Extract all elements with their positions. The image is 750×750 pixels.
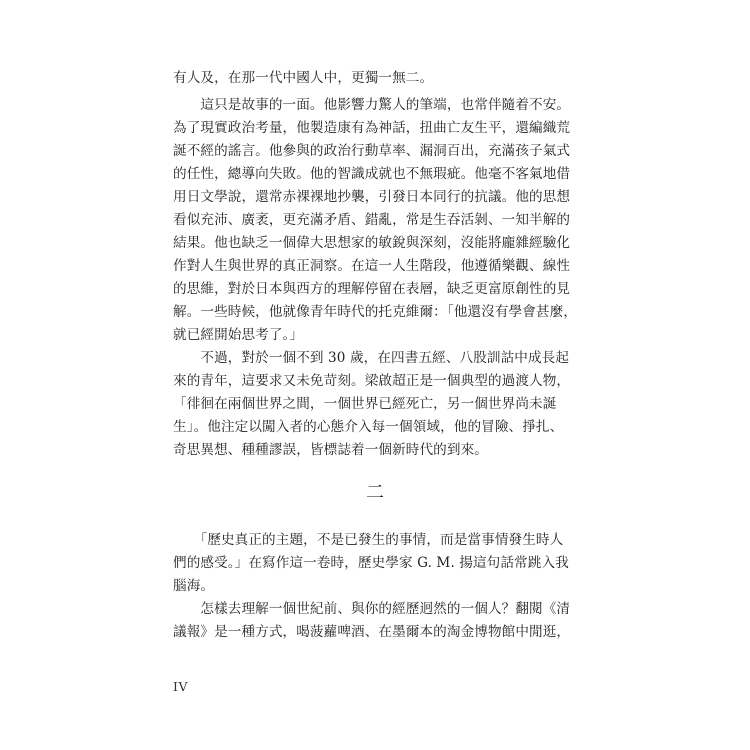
body-text-line: 結果。他也缺乏一個偉大思想家的敏銳與深刻，沒能將龐雜經驗化 bbox=[173, 235, 571, 251]
page-number: IV bbox=[173, 679, 188, 694]
section-heading: 二 bbox=[366, 482, 384, 503]
body-text-line: 不過，對於一個不到 30 歲，在四書五經、八股訓詁中成長起 bbox=[173, 350, 570, 366]
body-text-line: 怎樣去理解一個世紀前、與你的經歷迥然的一個人？翻閱《清 bbox=[173, 601, 571, 617]
body-text-line: 的思維，對於日本與西方的理解停留在表層，缺乏更富原創性的見 bbox=[173, 281, 571, 297]
body-text-line: 來的青年，這要求又未免苛刻。梁啟超正是一個典型的過渡人物， bbox=[173, 373, 571, 389]
body-text-line: 看似充沛、廣袤，更充滿矛盾、錯亂，常是生吞活剝、一知半解的 bbox=[173, 212, 571, 228]
body-text-line: 奇思異想、種種謬誤，皆標誌着一個新時代的到來。 bbox=[173, 442, 488, 458]
body-text-line: 誕不經的謠言。他參與的政治行動草率、漏洞百出，充滿孩子氣式 bbox=[173, 143, 571, 159]
body-text-line: 生」。他注定以闖入者的心態介入每一個領域，他的冒險、掙扎、 bbox=[173, 419, 564, 435]
body-text-line: 這只是故事的一面。他影響力驚人的筆端，也常伴隨着不安。 bbox=[173, 97, 571, 113]
body-text-line: 的任性，總導向失敗。他的智識成就也不無瑕疵。他毫不客氣地借 bbox=[173, 166, 571, 182]
body-text-line: 解。一些時候，他就像青年時代的托克維爾：「他還沒有學會甚麼， bbox=[173, 304, 578, 320]
body-text-line: 「徘徊在兩個世界之間，一個世界已經死亡，另一個世界尚未誕 bbox=[173, 396, 557, 412]
body-text-line: 為了現實政治考量，他製造康有為神話，扭曲亡友生平，還編織荒 bbox=[173, 120, 571, 136]
body-text-line: 議報》是一種方式，喝菠蘿啤酒、在墨爾本的淘金博物館中閒逛， bbox=[173, 624, 571, 640]
body-text-line: 用日文學說，還常赤裸裸地抄襲，引發日本同行的抗議。他的思想 bbox=[173, 189, 571, 205]
body-text-line: 們的感受。」在寫作這一卷時，歷史學家 G. M. 揚這句話常跳入我 bbox=[173, 555, 569, 571]
body-text-line: 腦海。 bbox=[173, 578, 215, 594]
body-text-line: 就已經開始思考了。」 bbox=[173, 327, 304, 343]
body-text-line: 有人及，在那一代中國人中，更獨一無二。 bbox=[173, 70, 434, 86]
body-text-line: 「歷史真正的主題，不是已發生的事情，而是當事情發生時人 bbox=[173, 532, 564, 548]
body-text-line: 作對人生與世界的真正洞察。在這一人生階段，他遵循樂觀、線性 bbox=[173, 258, 571, 274]
